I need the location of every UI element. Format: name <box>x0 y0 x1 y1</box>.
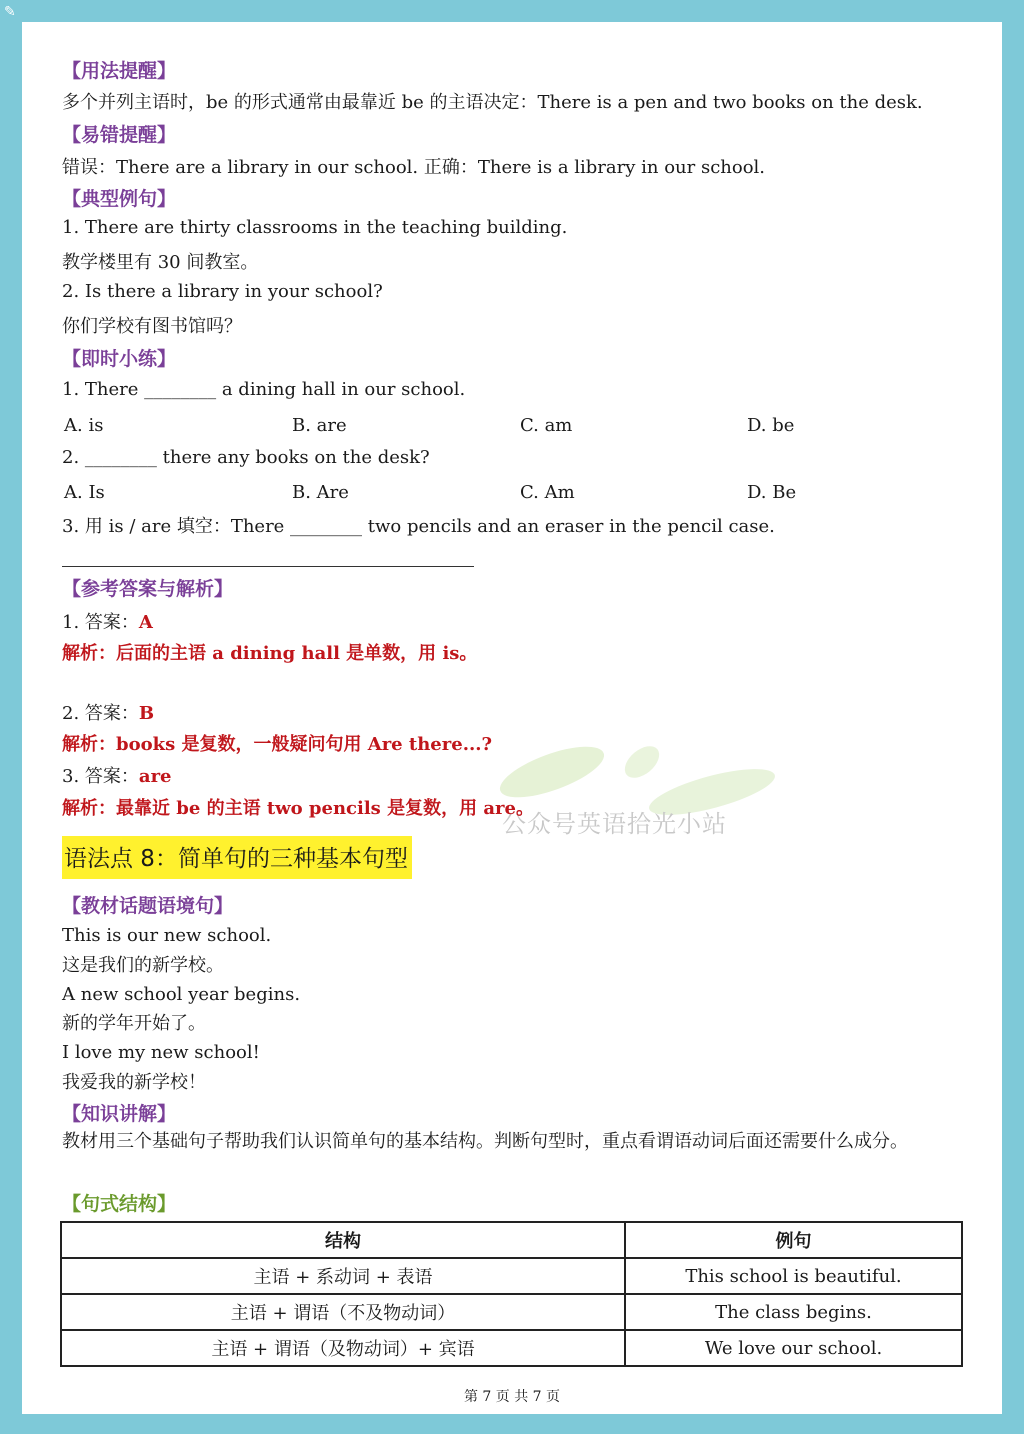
answer-2-value: B <box>138 703 155 724</box>
q2-option-b: B. Are <box>292 482 349 503</box>
knowledge-text: 教材用三个基础句子帮助我们认识简单句的基本结构。判断句型时，重点看谓语动词后面还需要什么成分。 <box>62 1131 908 1152</box>
context-sentence-2-chinese: 新的学年开始了。 <box>62 1013 206 1034</box>
answer-blank-line <box>62 566 474 567</box>
q2-option-a: A. Is <box>64 482 105 503</box>
usage-tip-text: 多个并列主语时，be 的形式通常由最靠近 be 的主语决定：There is a pen and two books on the desk. <box>62 92 923 113</box>
context-sentence-3-chinese: 我爱我的新学校！ <box>62 1072 206 1093</box>
q1-option-d: D. be <box>747 415 795 436</box>
practice-question-1: 1. There ________ a dining hall in our school. <box>62 379 466 400</box>
example-2-chinese: 你们学校有图书馆吗？ <box>62 316 242 337</box>
context-sentence-1-english: This is our new school. <box>62 925 272 946</box>
table-header-example: 例句 <box>625 1222 962 1258</box>
table-header-row <box>61 1222 962 1258</box>
table-header-structure: 结构 <box>61 1222 625 1258</box>
examples-title: 【典型例句】 <box>62 188 177 210</box>
watermark-text: 公众号英语拾光小站 <box>502 810 727 838</box>
example-1-chinese: 教学楼里有 30 间教室。 <box>62 252 259 273</box>
answer-2-analysis: 解析：books 是复数，一般疑问句用 Are there...? <box>62 734 493 755</box>
practice-question-3: 3. 用 is / are 填空：There ________ two pencils and an eraser in the pencil case. <box>62 516 775 537</box>
q2-option-c: C. Am <box>520 482 575 503</box>
table-row <box>61 1330 962 1366</box>
answer-2 <box>62 699 154 725</box>
context-sentence-3-english: I love my new school! <box>62 1042 260 1063</box>
error-tip-text: 错误：There are a library in our school. 正确：There is a library in our school. <box>62 157 766 178</box>
example-2-english: 2. Is there a library in your school? <box>62 281 383 302</box>
example-cell: We love our school. <box>625 1330 962 1366</box>
answer-1-value: A <box>138 612 153 633</box>
practice-title: 【即时小练】 <box>62 348 177 370</box>
table-row <box>61 1258 962 1294</box>
structure-cell: 主语 + 谓语（及物动词）+ 宾语 <box>61 1330 625 1366</box>
context-title: 【教材话题语境句】 <box>62 895 234 917</box>
example-cell: The class begins. <box>625 1294 962 1330</box>
answer-3-analysis: 解析：最靠近 be 的主语 two pencils 是复数，用 are。 <box>62 798 534 819</box>
structure-cell: 主语 + 系动词 + 表语 <box>61 1258 625 1294</box>
q2-option-d: D. Be <box>747 482 797 503</box>
answer-1-label: 1. 答案： <box>62 612 139 633</box>
answer-3 <box>62 762 172 788</box>
answer-1-analysis: 解析：后面的主语 a dining hall 是单数，用 is。 <box>62 643 478 664</box>
context-sentence-1-chinese: 这是我们的新学校。 <box>62 955 224 976</box>
practice-question-2: 2. ________ there any books on the desk? <box>62 447 430 468</box>
knowledge-title: 【知识讲解】 <box>62 1103 177 1125</box>
q1-option-c: C. am <box>520 415 573 436</box>
sentence-structure-table <box>60 1221 963 1367</box>
document-page <box>22 22 1002 1414</box>
page-footer: 第 7 页 共 7 页 <box>463 1389 561 1405</box>
q1-option-a: A. is <box>64 415 104 436</box>
example-cell: This school is beautiful. <box>625 1258 962 1294</box>
corner-leaf-icon: ✎ <box>4 4 16 20</box>
answer-2-label: 2. 答案： <box>62 703 139 724</box>
q1-option-b: B. are <box>292 415 347 436</box>
error-tip-title: 【易错提醒】 <box>62 124 177 146</box>
usage-tip-title: 【用法提醒】 <box>62 60 177 82</box>
context-sentence-2-english: A new school year begins. <box>62 984 301 1005</box>
answer-3-value: are <box>138 766 172 787</box>
answer-3-label: 3. 答案： <box>62 766 139 787</box>
structure-cell: 主语 + 谓语（不及物动词） <box>61 1294 625 1330</box>
grammar-point-heading: 语法点 8：简单句的三种基本句型 <box>62 836 412 879</box>
answers-title: 【参考答案与解析】 <box>62 578 234 600</box>
example-1-english: 1. There are thirty classrooms in the teaching building. <box>62 217 568 238</box>
answer-1 <box>62 608 153 634</box>
structure-title: 【句式结构】 <box>62 1193 177 1215</box>
table-row <box>61 1294 962 1330</box>
